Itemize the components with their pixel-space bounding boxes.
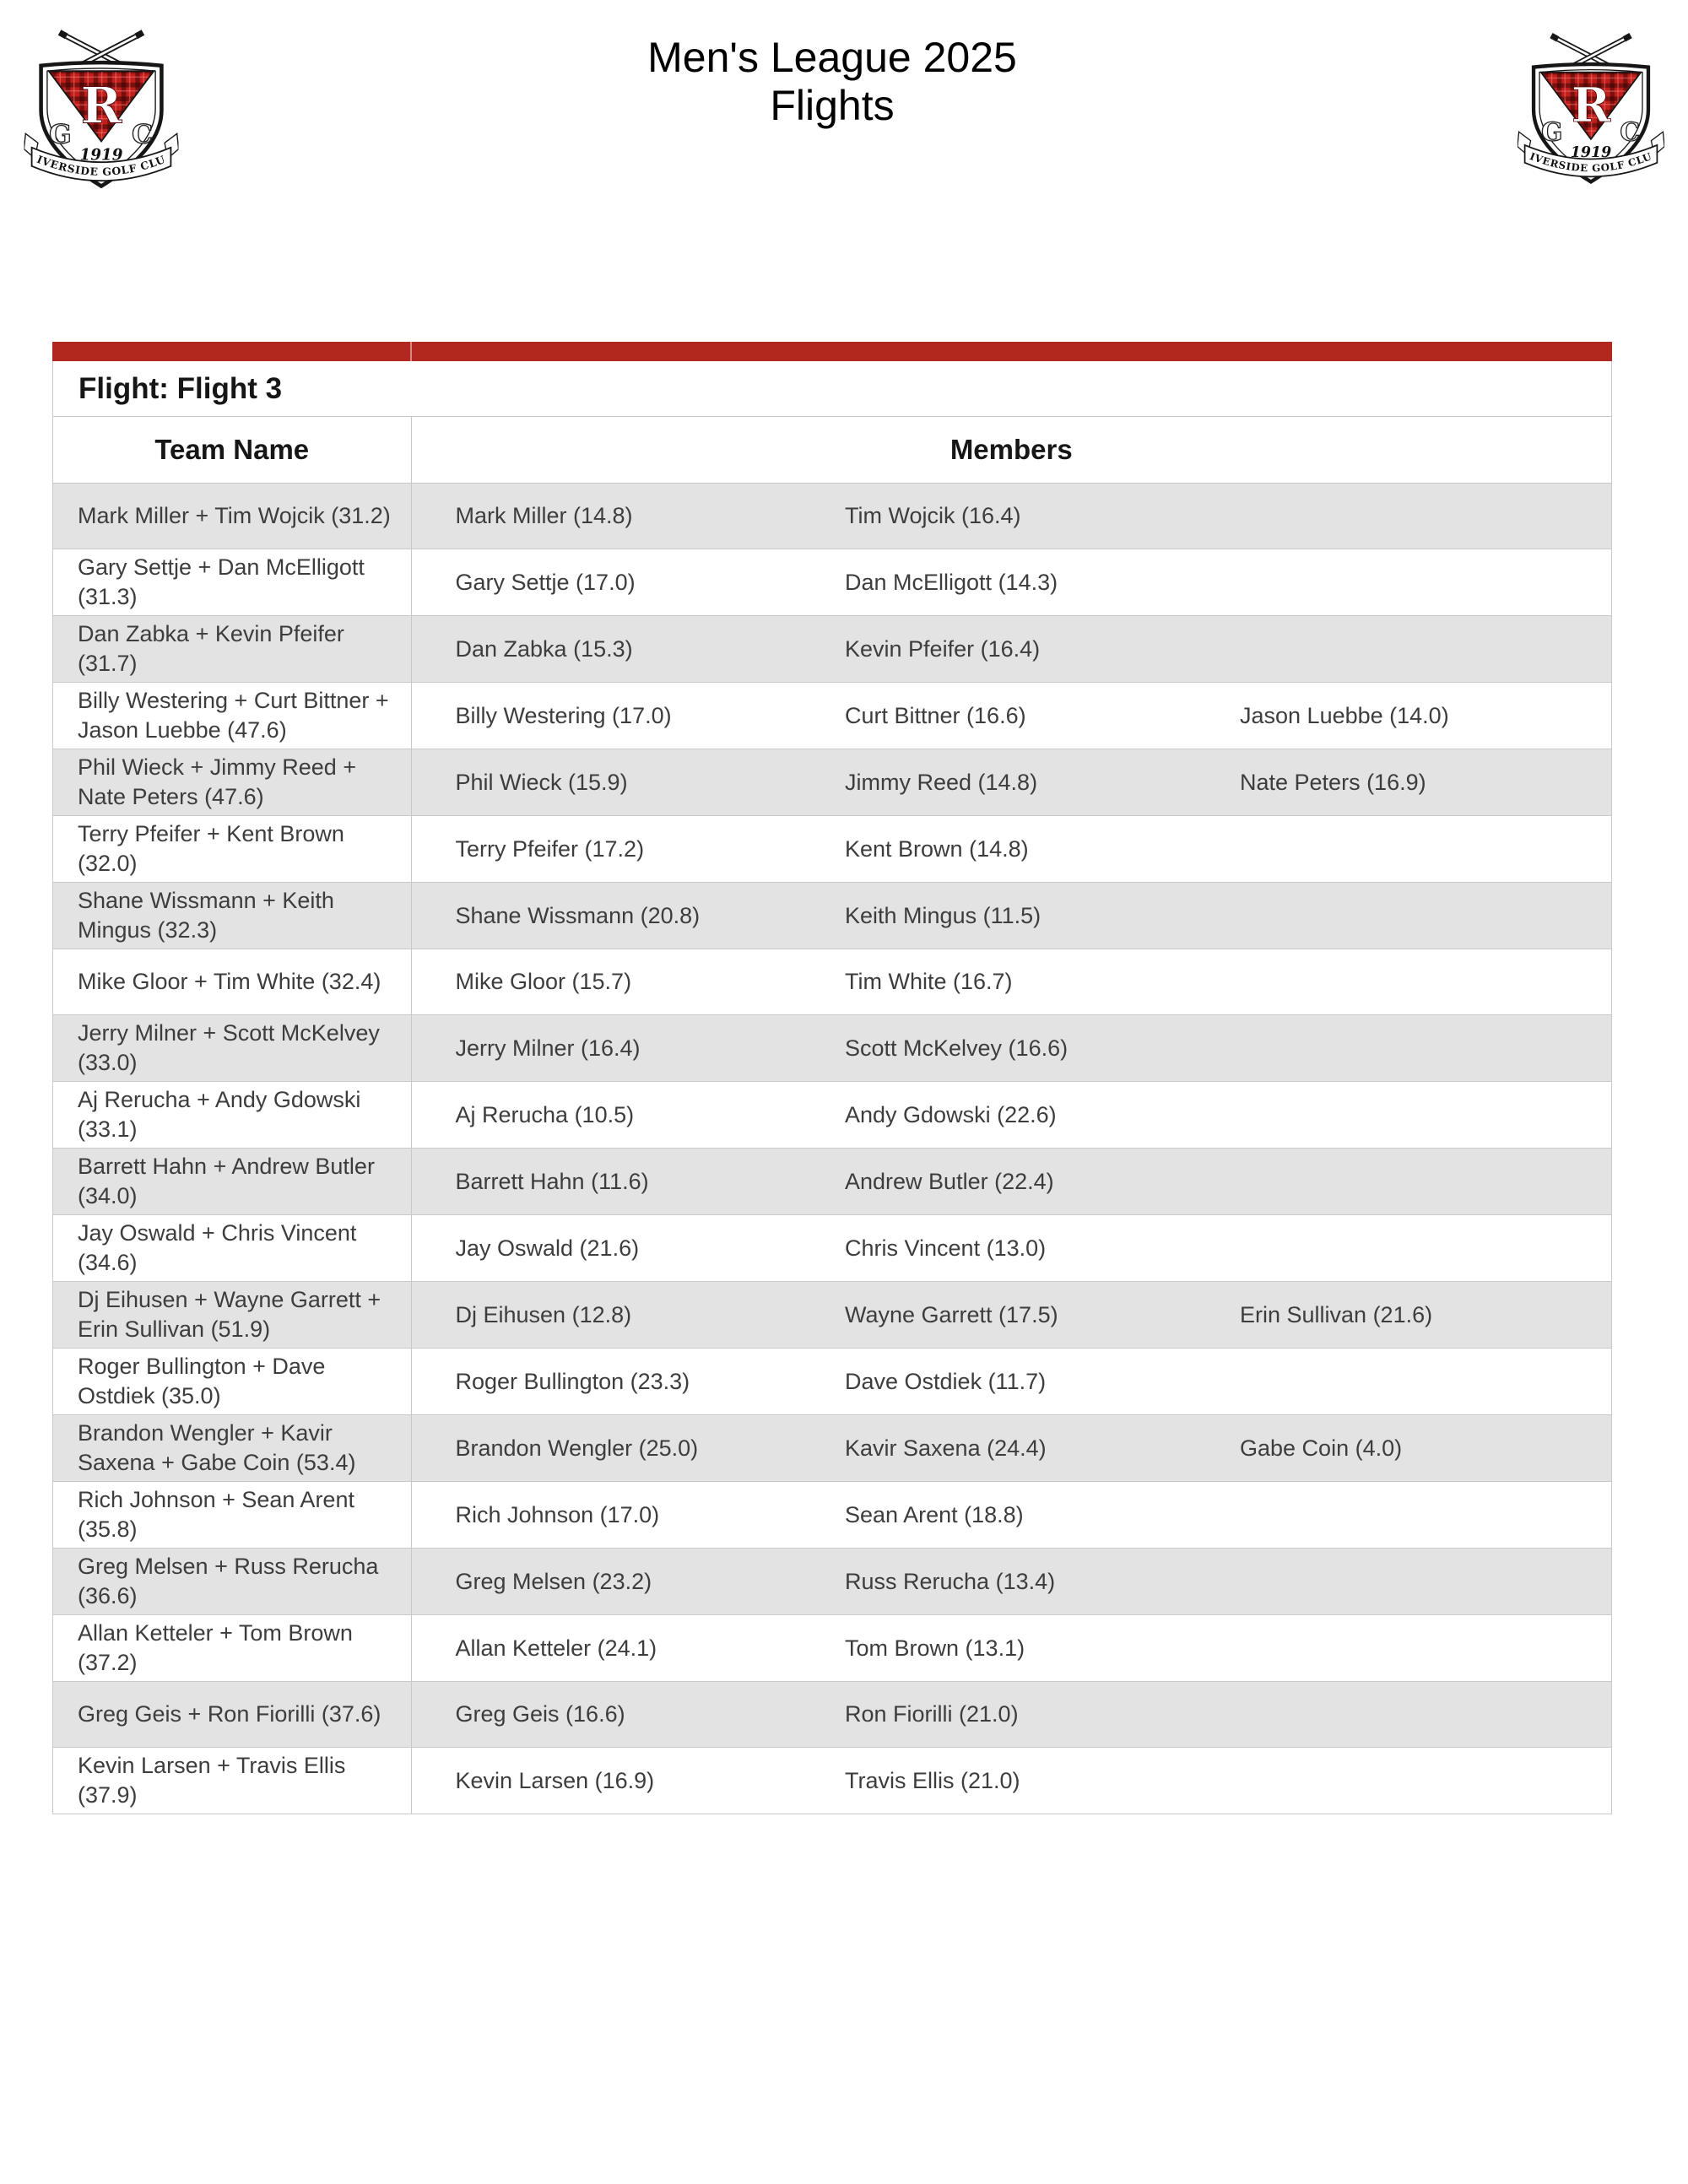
team-name-cell: Allan Ketteler + Tom Brown (37.2) [53, 1615, 411, 1682]
member-cell-1: Billy Westering (17.0) [411, 683, 811, 749]
team-name-cell: Greg Melsen + Russ Rerucha (36.6) [53, 1549, 411, 1615]
table-row [53, 1415, 1611, 1482]
flight-label: Flight: Flight 3 [53, 361, 1611, 417]
member-cell-3 [1211, 1015, 1611, 1082]
team-name-header: Team Name [53, 417, 411, 484]
member-cell-2: Ron Fiorilli (21.0) [811, 1682, 1211, 1748]
club-crest-logo-right [1516, 30, 1666, 196]
team-name-cell: Jerry Milner + Scott McKelvey (33.0) [53, 1015, 411, 1082]
page-title-line1: Men's League 2025 [647, 34, 1017, 81]
member-cell-3 [1211, 949, 1611, 1015]
member-cell-3 [1211, 1082, 1611, 1149]
member-cell-2: Kevin Pfeifer (16.4) [811, 616, 1211, 683]
team-name-cell: Greg Geis + Ron Fiorilli (37.6) [53, 1682, 411, 1748]
member-cell-1: Allan Ketteler (24.1) [411, 1615, 811, 1682]
table-row [53, 1015, 1611, 1082]
team-name-cell: Kevin Larsen + Travis Ellis (37.9) [53, 1748, 411, 1814]
members-header: Members [411, 417, 1611, 484]
team-name-cell: Shane Wissmann + Keith Mingus (32.3) [53, 883, 411, 949]
member-cell-2: Wayne Garrett (17.5) [811, 1282, 1211, 1349]
member-cell-3 [1211, 484, 1611, 549]
member-cell-1: Brandon Wengler (25.0) [411, 1415, 811, 1482]
member-cell-1: Greg Geis (16.6) [411, 1682, 811, 1748]
member-cell-3 [1211, 1549, 1611, 1615]
member-cell-1: Dj Eihusen (12.8) [411, 1282, 811, 1349]
member-cell-1: Gary Settje (17.0) [411, 549, 811, 616]
member-cell-2: Travis Ellis (21.0) [811, 1748, 1211, 1814]
member-cell-1: Barrett Hahn (11.6) [411, 1149, 811, 1215]
table-row [53, 749, 1611, 816]
table-row [53, 1748, 1611, 1814]
team-name-cell: Mark Miller + Tim Wojcik (31.2) [53, 484, 411, 549]
member-cell-1: Mark Miller (14.8) [455, 503, 633, 528]
member-cell-3: Jason Luebbe (14.0) [1211, 683, 1611, 749]
table-row [53, 816, 1611, 883]
member-cell-2: Tom Brown (13.1) [811, 1615, 1211, 1682]
member-cell-3 [1211, 1748, 1611, 1814]
member-cell-1: Greg Melsen (23.2) [411, 1549, 811, 1615]
member-cell-1: Aj Rerucha (10.5) [411, 1082, 811, 1149]
table-row [53, 1282, 1611, 1349]
flight-table [53, 417, 1611, 1814]
member-cell-2: Kent Brown (14.8) [811, 816, 1211, 883]
member-cell-1: Roger Bullington (23.3) [411, 1349, 811, 1415]
team-name-cell: Dj Eihusen + Wayne Garrett + Erin Sullivan (51.9) [53, 1282, 411, 1349]
member-cell-2: Tim Wojcik (16.4) [845, 503, 1021, 528]
member-cell-1: Mike Gloor (15.7) [411, 949, 811, 1015]
team-name-cell: Billy Westering + Curt Bittner + Jason Luebbe (47.6) [53, 683, 411, 749]
table-row [53, 1615, 1611, 1682]
member-cell-3 [1211, 1482, 1611, 1549]
team-name-cell: Mike Gloor + Tim White (32.4) [53, 949, 411, 1015]
flight-table-body [53, 484, 1611, 1814]
table-accent-bar [52, 342, 1612, 361]
member-cell-2: Chris Vincent (13.0) [811, 1215, 1211, 1282]
member-cell-3: Gabe Coin (4.0) [1211, 1415, 1611, 1482]
member-cell-1: Terry Pfeifer (17.2) [411, 816, 811, 883]
page-title [52, 34, 1612, 130]
team-name-cell: Brandon Wengler + Kavir Saxena + Gabe Coin (53.4) [53, 1415, 411, 1482]
member-cell-3 [1211, 816, 1611, 883]
member-cell-2: Dave Ostdiek (11.7) [811, 1349, 1211, 1415]
table-row [53, 1349, 1611, 1415]
member-cell-3 [1211, 549, 1611, 616]
team-name-cell: Aj Rerucha + Andy Gdowski (33.1) [53, 1082, 411, 1149]
team-name-cell: Dan Zabka + Kevin Pfeifer (31.7) [53, 616, 411, 683]
member-cell-3 [1211, 1215, 1611, 1282]
member-cell-3 [1211, 1149, 1611, 1215]
table-header-row [53, 417, 1611, 484]
member-cell-2: Kavir Saxena (24.4) [811, 1415, 1211, 1482]
member-cell-3: Nate Peters (16.9) [1211, 749, 1611, 816]
member-cell-1: Jerry Milner (16.4) [411, 1015, 811, 1082]
member-cell-3 [1211, 1682, 1611, 1748]
table-row [53, 1482, 1611, 1549]
flight-table-section [52, 342, 1612, 1814]
member-cell-1: Rich Johnson (17.0) [411, 1482, 811, 1549]
table-row [53, 683, 1611, 749]
member-cell-1: Phil Wieck (15.9) [411, 749, 811, 816]
member-cell-3 [1211, 883, 1611, 949]
member-cell-2: Curt Bittner (16.6) [811, 683, 1211, 749]
table-row [53, 616, 1611, 683]
member-cell-3 [1211, 616, 1611, 683]
member-cell-2: Tim White (16.7) [811, 949, 1211, 1015]
table-row [53, 949, 1611, 1015]
member-cell-3 [1211, 1615, 1611, 1682]
table-row [53, 1682, 1611, 1748]
table-row [53, 549, 1611, 616]
member-cell-2: Sean Arent (18.8) [811, 1482, 1211, 1549]
table-row [53, 1082, 1611, 1149]
team-name-cell: Roger Bullington + Dave Ostdiek (35.0) [53, 1349, 411, 1415]
flight-table-box [52, 361, 1612, 1814]
table-row [53, 1549, 1611, 1615]
team-name-cell: Terry Pfeifer + Kent Brown (32.0) [53, 816, 411, 883]
table-row [53, 883, 1611, 949]
member-cell-2: Keith Mingus (11.5) [811, 883, 1211, 949]
table-row [53, 1149, 1611, 1215]
team-name-cell: Barrett Hahn + Andrew Butler (34.0) [53, 1149, 411, 1215]
table-row [53, 484, 1611, 549]
member-cell-2: Andrew Butler (22.4) [811, 1149, 1211, 1215]
member-cell-2: Dan McElligott (14.3) [811, 549, 1211, 616]
team-name-cell: Jay Oswald + Chris Vincent (34.6) [53, 1215, 411, 1282]
page-title-line2: Flights [770, 82, 895, 129]
team-name-cell: Rich Johnson + Sean Arent (35.8) [53, 1482, 411, 1549]
member-cell-3 [1211, 1349, 1611, 1415]
member-cell-2: Andy Gdowski (22.6) [811, 1082, 1211, 1149]
member-cell-1: Kevin Larsen (16.9) [411, 1748, 811, 1814]
member-cell-3: Erin Sullivan (21.6) [1211, 1282, 1611, 1349]
member-cell-1: Dan Zabka (15.3) [411, 616, 811, 683]
member-cell-2: Russ Rerucha (13.4) [811, 1549, 1211, 1615]
table-row [53, 1215, 1611, 1282]
member-cell-2: Jimmy Reed (14.8) [811, 749, 1211, 816]
member-cell-2: Scott McKelvey (16.6) [811, 1015, 1211, 1082]
team-name-cell: Phil Wieck + Jimmy Reed + Nate Peters (47.6) [53, 749, 411, 816]
accent-bar-divider [410, 342, 412, 361]
member-cell-1: Jay Oswald (21.6) [411, 1215, 811, 1282]
team-name-cell: Gary Settje + Dan McElligott (31.3) [53, 549, 411, 616]
member-cell-1: Shane Wissmann (20.8) [411, 883, 811, 949]
